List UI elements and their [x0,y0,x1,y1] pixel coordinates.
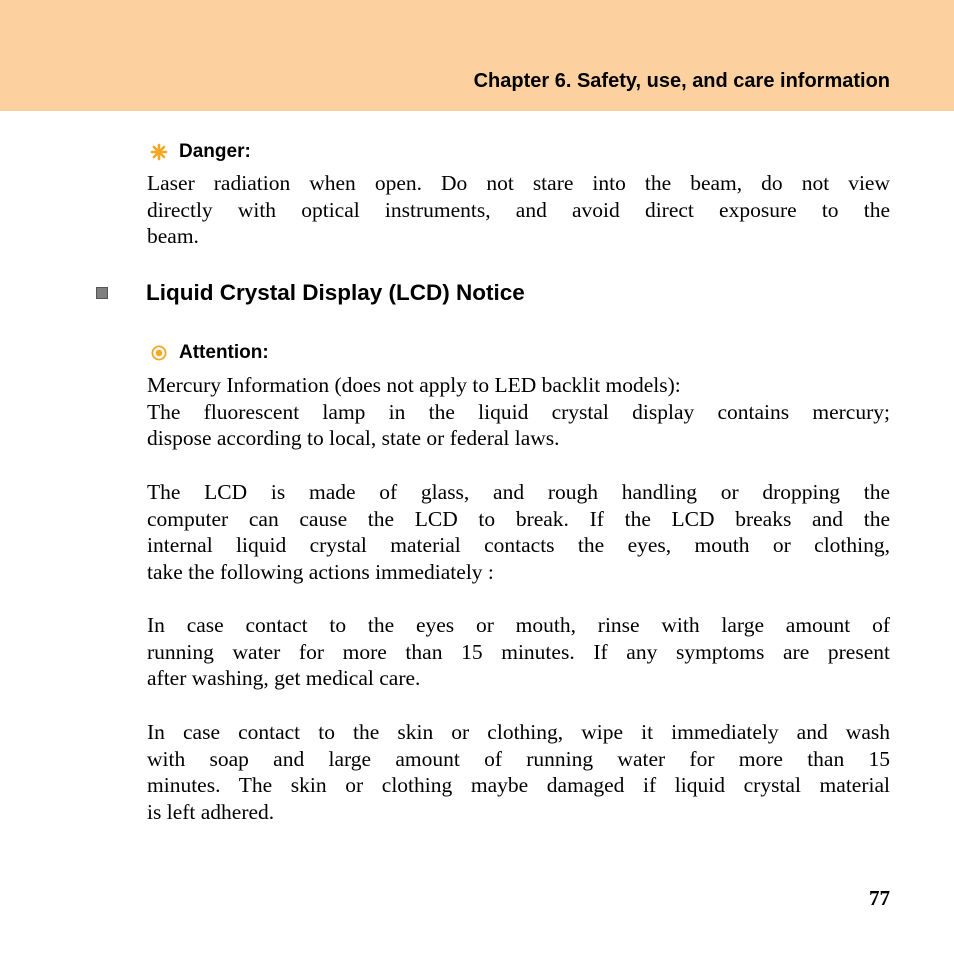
lcd-notice-heading-row [96,280,525,306]
glass-line: computer can cause the LCD to break. If the LCD breaks and the [147,506,890,531]
attention-label: Attention: [179,342,269,363]
chapter-title: Chapter 6. Safety, use, and care information [473,70,890,92]
header-band [0,0,954,111]
danger-label-row [150,141,251,163]
skin-line: minutes. The skin or clothing maybe damaged if liquid crystal material [147,773,890,798]
mercury-line: The fluorescent lamp in the liquid crystal display contains mercury; [147,399,890,424]
danger-text [147,170,890,250]
lcd-notice-heading: Liquid Crystal Display (LCD) Notice [146,280,525,305]
eyes-line: running water for more than 15 minutes. If any symptoms are present [147,639,890,664]
square-bullet-icon [96,287,108,299]
danger-line: beam. [147,224,199,249]
glass-line: take the following actions immediately : [147,559,494,584]
danger-label: Danger: [179,141,251,162]
glass-warning-text [147,479,890,585]
eyes-line: In case contact to the eyes or mouth, rinse with large amount of [147,613,890,637]
attention-label-row [150,342,269,364]
glass-line: The LCD is made of glass, and rough handling or dropping the [147,480,890,504]
mercury-line: Mercury Information (does not apply to LED backlit models): [147,373,681,397]
eyes-mouth-text [147,612,890,692]
skin-line: is left adhered. [147,799,275,824]
mercury-line: dispose according to local, state or federal laws. [147,426,560,451]
danger-line: directly with optical instruments, and avoid direct exposure to the [147,197,890,222]
page-number: 77 [869,886,890,910]
glass-line: internal liquid crystal material contacts the eyes, mouth or clothing, [147,533,890,558]
skin-clothing-text [147,719,890,825]
attention-target-icon [150,344,168,362]
skin-line: with soap and large amount of running water for more than 15 [147,746,890,771]
eyes-line: after washing, get medical care. [147,666,421,691]
skin-line: In case contact to the skin or clothing, wipe it immediately and wash [147,720,890,744]
mercury-info-text [147,372,890,452]
danger-line: Laser radiation when open. Do not stare into the beam, do not view [147,171,890,195]
danger-asterisk-icon [150,143,168,161]
